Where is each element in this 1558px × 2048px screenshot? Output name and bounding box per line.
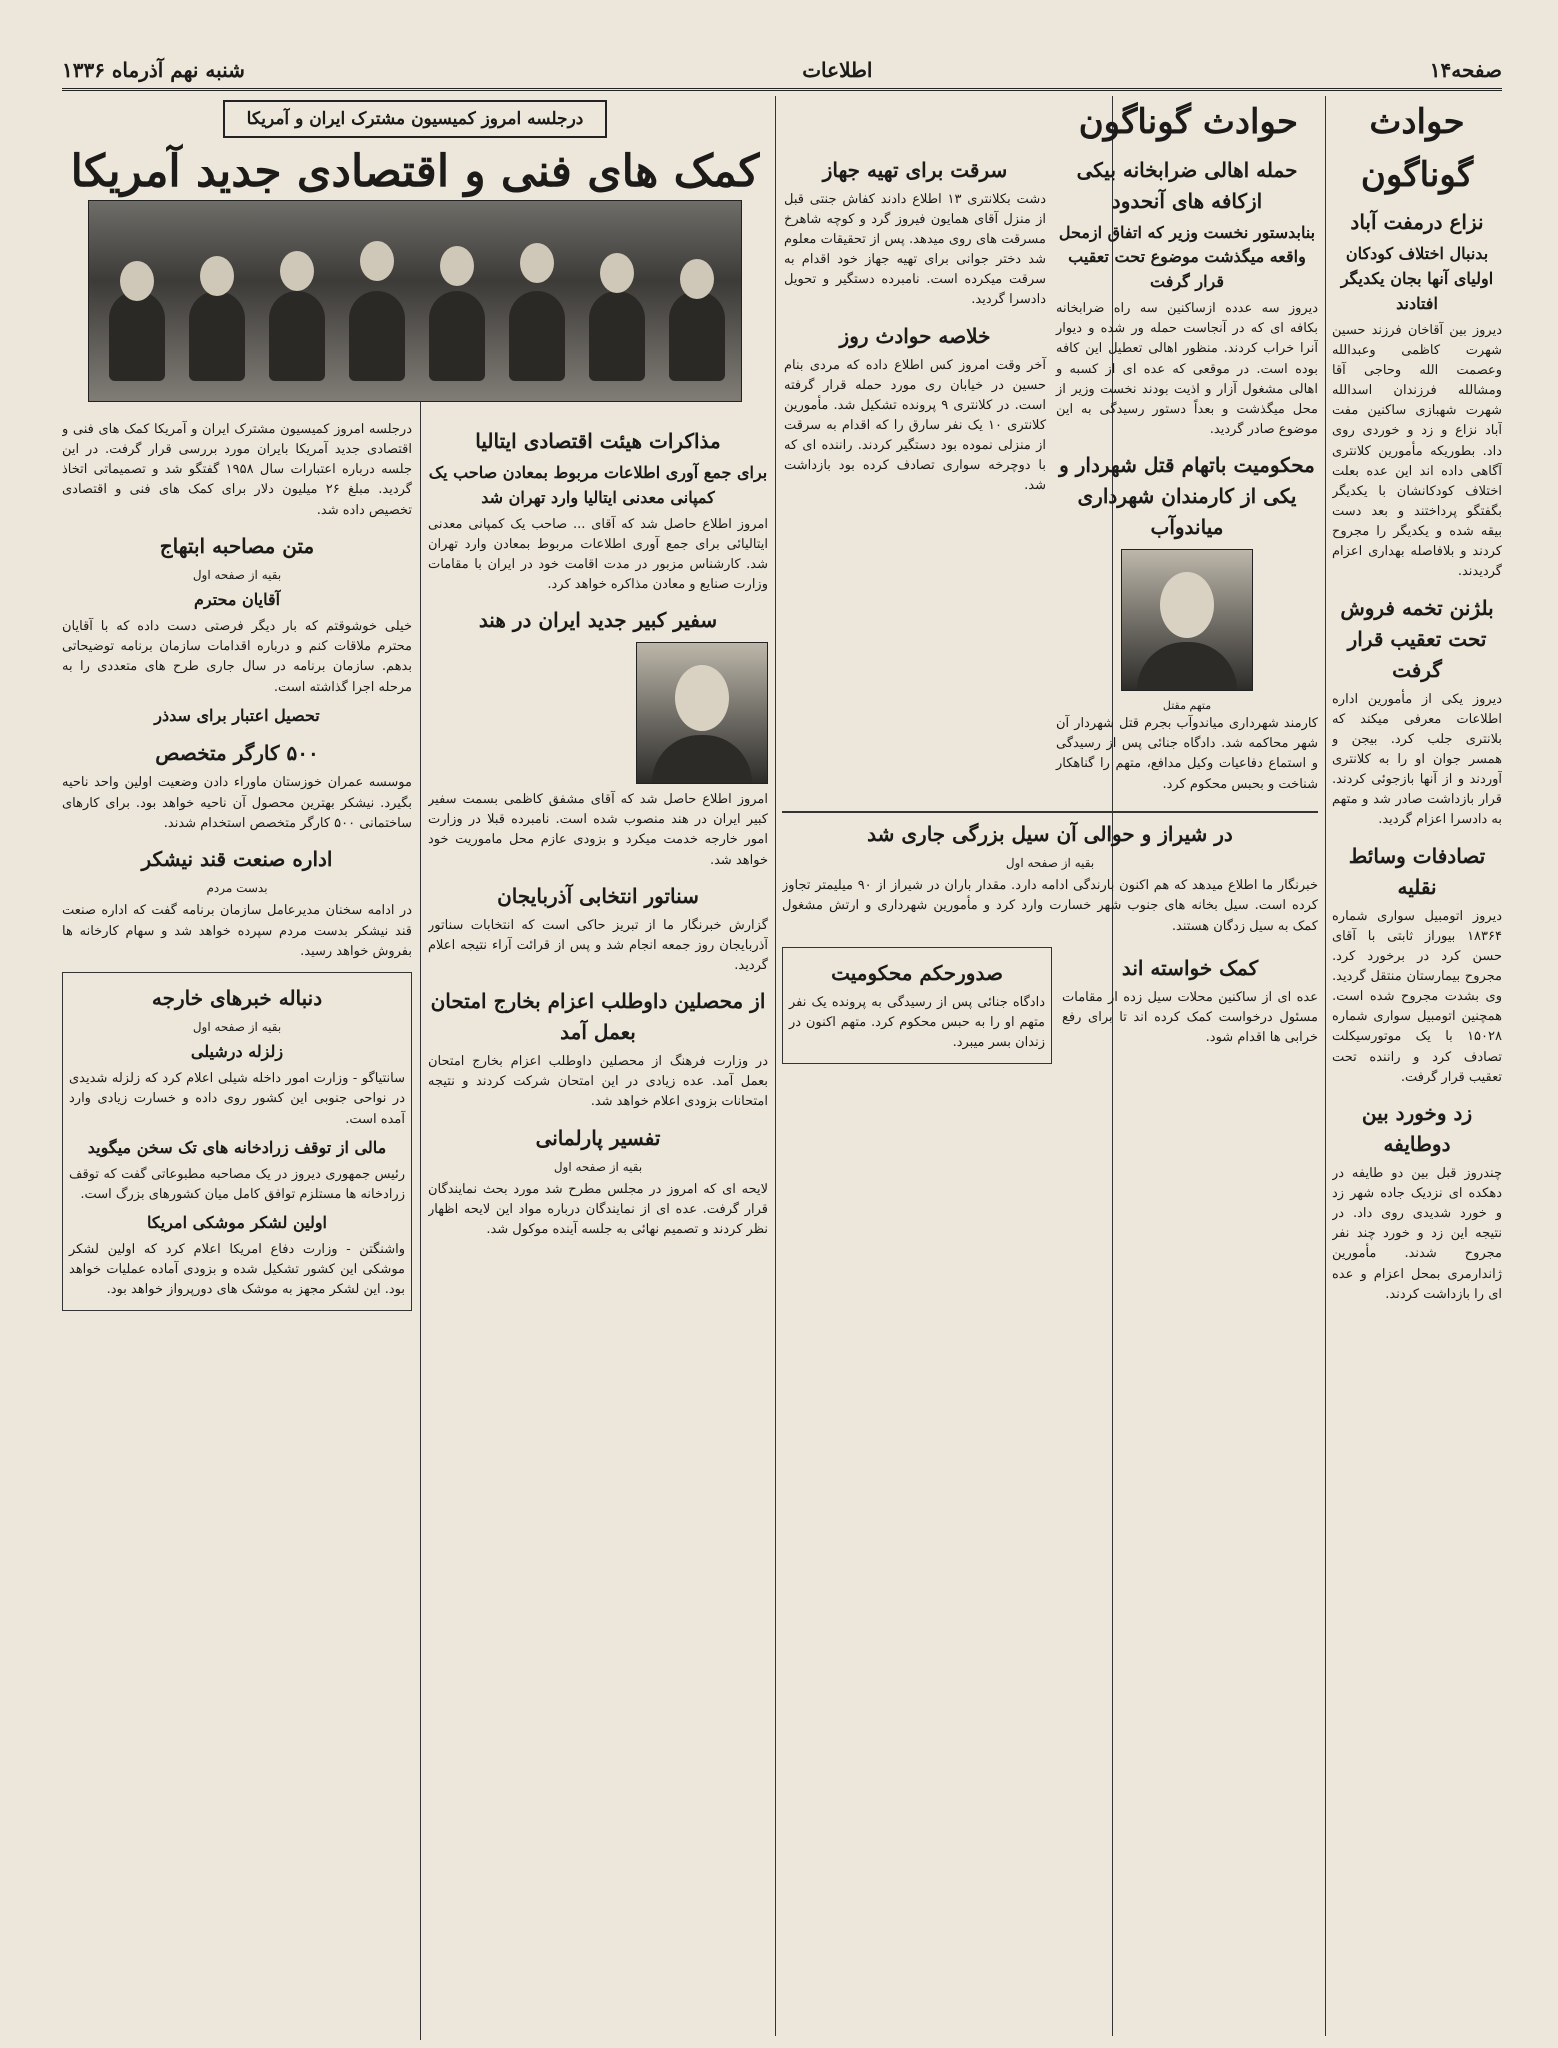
article-body: رئیس جمهوری دیروز در یک مصاحبه مطبوعاتی گفت که توقف زرادخانه ها مستلزم توافق کامل میان کشورهای بزرگ است.	[69, 1166, 405, 1202]
photo-face	[440, 246, 474, 286]
photo-face	[600, 253, 634, 293]
continuation-note: بقیه از صفحه اول	[553, 1159, 643, 1174]
article-body: در ادامه سخنان مدیرعامل سازمان برنامه گفت که اداره صنعت قند نیشکر بدست مردم سپرده خواهد شد و سهام کارخانه ها بفروش خواهد رسید.	[62, 903, 412, 959]
article	[428, 881, 768, 976]
section-title: حوادث گوناگون	[1360, 102, 1474, 195]
article	[62, 738, 412, 833]
subheadline: تحصیل اعتبار برای سدذر	[154, 705, 320, 725]
article	[1062, 947, 1318, 1062]
section-rule	[782, 811, 1318, 813]
subheadline: برای جمع آوری اطلاعات مربوط بمعادن صاحب یک کمپانی معدنی ایتالیا وارد تهران شد	[428, 463, 768, 507]
article-body: خیلی خوشوقتم که بار دیگر فرصتی دست داده که با آقایان محترم ملاقات کنم و درباره اقدامات سازمان برنامه توضیحاتی بدهم. سازمان برنامه در سال جاری طرح های متعددی را به مرحله اجرا گذاشته است.	[62, 619, 412, 695]
meeting-photo	[88, 200, 742, 402]
article-body: دشت بکلانتری ۱۳ اطلاع دادند کفاش جنتی قبل از منزل آقای همایون فیروز گرد و کوچه شاهرخ مسرقت های روی میدهد. پس از تحقیقات معلوم شد دختر جوانی برای تهیه جهاز خود اقدام به سرقت میکرده است. نامبرده دستگیر و تحویل دادسرا گردید.	[784, 191, 1046, 308]
photo-face	[280, 251, 314, 291]
photo-caption: متهم مقتل	[1162, 699, 1212, 713]
article	[784, 155, 1046, 311]
article-body: امروز اطلاع حاصل شد که آقای ... صاحب یک کمپانی معدنی ایتالیائی برای جمع آوری اطلاعات مربوط بمعادن وارد تهران شد. کارشناس مزبور در مدت اقامت خود در ایران با مقامات وزارت صنایع و معادن مذاکره خواهد کرد.	[428, 516, 768, 593]
headline: در شیراز و حوالی آن سیل بزرگی جاری شد	[867, 821, 1233, 846]
subheadline: بدست مردم	[206, 880, 268, 895]
photo-figure	[589, 291, 645, 381]
article-body: دیروز اتومبیل سواری شماره ۱۸۳۶۴ بیوراز ثابتی با آقای حسن کرد در برخورد کرد. مجروح بیمارستان منتقل گردید. وی بشدت مجروح شده است. همچنین اتومبیل سواری شماره ۱۵۰۲۸ با یک موتورسیکلت تصادف کرد و راننده تحت تعقیب قرار گرفت.	[1332, 908, 1502, 1085]
article-body: لایحه ای که امروز در مجلس مطرح شد مورد بحث نمایندگان قرار گرفت. عده ای از نمایندگان درباره مواد این لایحه اظهار نظر کردند و تصمیم نهائی به جلسه آینده موکول شد.	[428, 1182, 768, 1238]
article	[782, 947, 1052, 1064]
center-left-column	[428, 420, 768, 2030]
portrait-photo	[1121, 549, 1253, 691]
article-body: در وزارت فرهنگ از محصلین داوطلب اعزام بخارج امتحان بعمل آمد. عده زیادی در این امتحان شرکت کردند و نتیجه امتحانات بزودی اعلام خواهد شد.	[428, 1054, 768, 1110]
section-title: حوادث گوناگون	[1078, 102, 1298, 142]
article-body: دیروز سه عدده ازساکنین سه راه ضرابخانه بکافه ای که در آنجاست حمله ور شده و دیوار آنرا خراب کردند. منظور اهالی تعطیل این کافه بوده است. در موقعی که عده ای از کسبه و اهالی مشغول آزار و اذیت بودند نخست وزیر از محل میگذشت و بعداً دستور رسیدگی به این موضوع صادر گردید.	[1056, 301, 1318, 437]
photo-face	[120, 261, 154, 301]
photo-face	[200, 256, 234, 296]
headline: متن مصاحبه ابتهاج	[159, 533, 315, 558]
headline: اداره صنعت قند نیشکر	[141, 846, 333, 871]
article-body: دیروز یکی از مأمورین اداره اطلاعات معرفی میکند که بلانتری جلب کرد. بیجن و همسر جوان او را به کلانتری آوردند و از آنها بازجوئی کردند. قرار بازداشت صادر شد و متهم به دادسرا اعزام گردید.	[1332, 691, 1502, 828]
article-body: آخر وقت امروز کس اطلاع داده که مردی بنام حسین در خیابان ری مورد حمله قرار گرفته است. در کلانتری ۹ پرونده تشکیل شد. مأمورین کلانتری ۱۰ یک نفر سارق را که اقدام به سرقت از منزلی نموده بود دستگیر کردند. راننده ای که با دوچرخه سواری تصادف کرده بود بازداشت شد.	[784, 357, 1047, 494]
article-body: امروز اطلاع حاصل شد که آقای مشفق کاظمی بسمت سفیر کبیر ایران در هند منصوب شده است. نامبرده قبلا در وزارت امور خارجه خدمت میکرد و بزودی عازم محل ماموریت خود خواهد شد.	[428, 792, 768, 868]
headline: حمله اهالی ضرابخانه بیکی ازکافه های آنحدود	[1076, 157, 1298, 213]
article	[1332, 593, 1502, 831]
subcolumn	[784, 149, 1046, 805]
continuation-note: بقیه از صفحه اول	[1005, 855, 1095, 870]
article	[62, 531, 412, 729]
article	[1332, 1098, 1502, 1305]
headline: بلژنن تخمه فروش تحت تعقیب قرار گرفت	[1340, 595, 1494, 682]
photo-figure	[109, 291, 165, 381]
portrait-body	[652, 735, 752, 783]
headline: از محصلین داوطلب اعزام بخارج امتحان بعمل آمد	[430, 989, 766, 1045]
center-right-column	[782, 96, 1318, 2036]
subheadline: زلزله درشیلی	[190, 1042, 284, 1062]
portrait-head	[1160, 572, 1214, 638]
subheadline: اولین لشکر موشکی امریکا	[147, 1212, 327, 1232]
subcolumn	[1056, 149, 1318, 805]
photo-face	[520, 243, 554, 283]
photo-figure	[669, 291, 725, 381]
article	[1332, 207, 1502, 582]
page-number: صفحه۱۴	[1429, 58, 1502, 82]
headline: دنباله خبرهای خارجه	[151, 985, 323, 1010]
article-body: خبرنگار ما اطلاع میدهد که هم اکنون بارندگی ادامه دارد. مقدار باران در شیراز از ۹۰ میلیمتر تجاوز کرده است. سیل بخانه های جنوب شهر خسارت وارد کرد و مأمورین شهرداری و ارتش مشغول کمک به سیل زدگان هستند.	[782, 878, 1318, 934]
issue-date: شنبه نهم آذرماه ۱۳۳۶	[62, 58, 245, 82]
article	[428, 1123, 768, 1241]
headline: کمک خواسته اند	[1121, 955, 1259, 980]
article-body: واشنگتن - وزارت دفاع امریکا اعلام کرد که اولین لشکر موشکی این کشور تشکیل شده و بزودی آماده عملیات خواهد بود. این لشکر مجهز به موشک های دورپرواز خواهد بود.	[69, 1241, 405, 1297]
headline: خلاصه حوادث روز	[839, 323, 991, 348]
article	[784, 321, 1046, 497]
foreign-news-box	[62, 972, 412, 1311]
article-body: عده ای از ساکنین محلات سیل زده از مقامات مسئول درخواست کمک کرده اند تا برای رفع خرابی ها اقدام شود.	[1062, 989, 1318, 1045]
headline: صدورحکم محکومیت	[831, 960, 1003, 985]
photo-face	[680, 259, 714, 299]
subheadline: مالی از توقف زرادخانه های تک سخن میگوید	[87, 1137, 387, 1157]
article-body: دیروز بین آقاخان فرزند حسین شهرت کاظمی وعبدالله وعصمت الله وحاجی آقا ومشالله فرزندان اسدالله شهرت شهبازی ساکنین مفت آباد نزاع و زد و خوردی روی داد. بطوریکه مأمورین کلانتری آگاهی داده اند این عده بعلت اختلاف کودکانشان با یکدیگر بگفتگو پرداختند و بعد دست بیقه شده و یکدیگر را مجروح کردند و بلافاصله بهداری اعزام گردیدند.	[1332, 322, 1502, 580]
main-headline: کمک های فنی و اقتصادی جدید آمریکا	[70, 146, 760, 198]
headline: زد وخورد بین دوطایفه	[1361, 1100, 1473, 1156]
photo-figure	[189, 291, 245, 381]
photo-face	[360, 241, 394, 281]
headline: نزاع درمفت آباد	[1350, 210, 1484, 235]
headline: سناتور انتخابی آذربایجان	[497, 883, 699, 908]
portrait-body	[1137, 642, 1237, 690]
article-body: موسسه عمران خوزستان ماوراء دادن وضعیت اولین واحد ناحیه بگیرد. نیشکر بهترین محصول آن ناحیه خواهد بود. برای کارهای ساختمانی ۵۰۰ کارگر متخصص استخدام شدند.	[62, 775, 412, 831]
article	[62, 420, 412, 521]
headline: ۵۰۰ کارگر متخصص	[155, 741, 319, 766]
headline: تصادفات وسائط نقلیه	[1348, 843, 1486, 899]
box-label: درجلسه امروز کمیسیون مشترک ایران و آمریکا	[223, 100, 607, 138]
subheadline: بدنبال اختلاف کودکان اولیای آنها بجان یکدیگر افتادند	[1340, 244, 1494, 313]
column-rule	[1325, 96, 1326, 2036]
headline: سرقت برای تهیه جهاز	[822, 157, 1008, 182]
article-body: درجلسه امروز کمیسیون مشترک ایران و آمریکا کمک های فنی و اقتصادی جدید آمریکا بایران مورد بررسی قرار گرفت. در این جلسه درباره اعتبارات سال ۱۹۵۸ گفتگو شد و تصمیماتی اتخاذ گردید. مبلغ ۲۶ میلیون دلار برای کمک های فنی و اقتصادی تخصیص داده شد.	[62, 422, 412, 518]
ambassador-photo	[636, 642, 768, 784]
photo-figure	[269, 291, 325, 381]
right-column	[1332, 96, 1502, 2036]
article	[782, 819, 1318, 937]
continuation-note: بقیه از صفحه اول	[192, 1019, 282, 1034]
article	[428, 605, 768, 871]
column-rule	[775, 96, 776, 2036]
article-body: دادگاه جنائی پس از رسیدگی به پرونده یک نفر متهم او را به حبس محکوم کرد. متهم اکنون در زندان بسر میبرد.	[789, 994, 1045, 1050]
page-header	[62, 52, 1502, 91]
photo-figure	[349, 291, 405, 381]
left-column	[62, 420, 412, 2030]
article	[1056, 450, 1318, 795]
article-body: گزارش خبرنگار ما از تبریز حاکی است که انتخابات سناتور آذربایجان روز جمعه انجام شد و پس از قرائت آراء نتیجه اعلام گردید.	[428, 917, 768, 973]
portrait-head	[675, 665, 729, 731]
photo-figure	[429, 291, 485, 381]
article-lead: آقایان محترم	[193, 590, 281, 610]
article	[428, 986, 768, 1112]
article-body: کارمند شهرداری میاندوآب بجرم قتل شهردار آن شهر محاکمه شد. دادگاه جنائی پس از رسیدگی و استماع دفاعیات وکیل مدافع، متهم را گناهکار شناخت و بحبس محکوم کرد.	[1056, 716, 1318, 792]
article	[428, 426, 768, 595]
article-body: سانتیاگو - وزارت امور داخله شیلی اعلام کرد که زلزله شدیدی در نواحی جنوبی این کشور روی داده و خسارت زیادی وارد آمده است.	[69, 1071, 405, 1127]
photo-figure	[509, 291, 565, 381]
headline: سفیر کبیر جدید ایران در هند	[478, 608, 718, 633]
column-rule	[420, 340, 421, 2040]
article	[1332, 841, 1502, 1088]
paper-name: اطلاعات	[802, 58, 873, 82]
article-body: چندروز قبل بین دو طایفه در دهکده ای نزدیک جاده شهر زد و خورد شدیدی روی داد. در نتیجه این زد و خورد چند نفر مجروح شدند. مأمورین ژاندارمری بمحل اعزام و عده ای را بازداشت کردند.	[1332, 1165, 1502, 1302]
subheadline: بنابدستور نخست وزیر که اتفاق ازمحل واقعه میگذشت موضوع تحت تعقیب قرار گرفت	[1058, 222, 1316, 292]
article	[62, 844, 412, 962]
headline: تفسیر پارلمانی	[535, 1125, 661, 1150]
article	[1056, 155, 1318, 440]
continuation-note: بقیه از صفحه اول	[192, 567, 282, 582]
headline: محکومیت باتهام قتل شهردار و یکی از کارمندان شهرداری میاندوآب	[1059, 453, 1315, 540]
headline: مذاکرات هیئت اقتصادی ایتالیا	[475, 429, 721, 453]
